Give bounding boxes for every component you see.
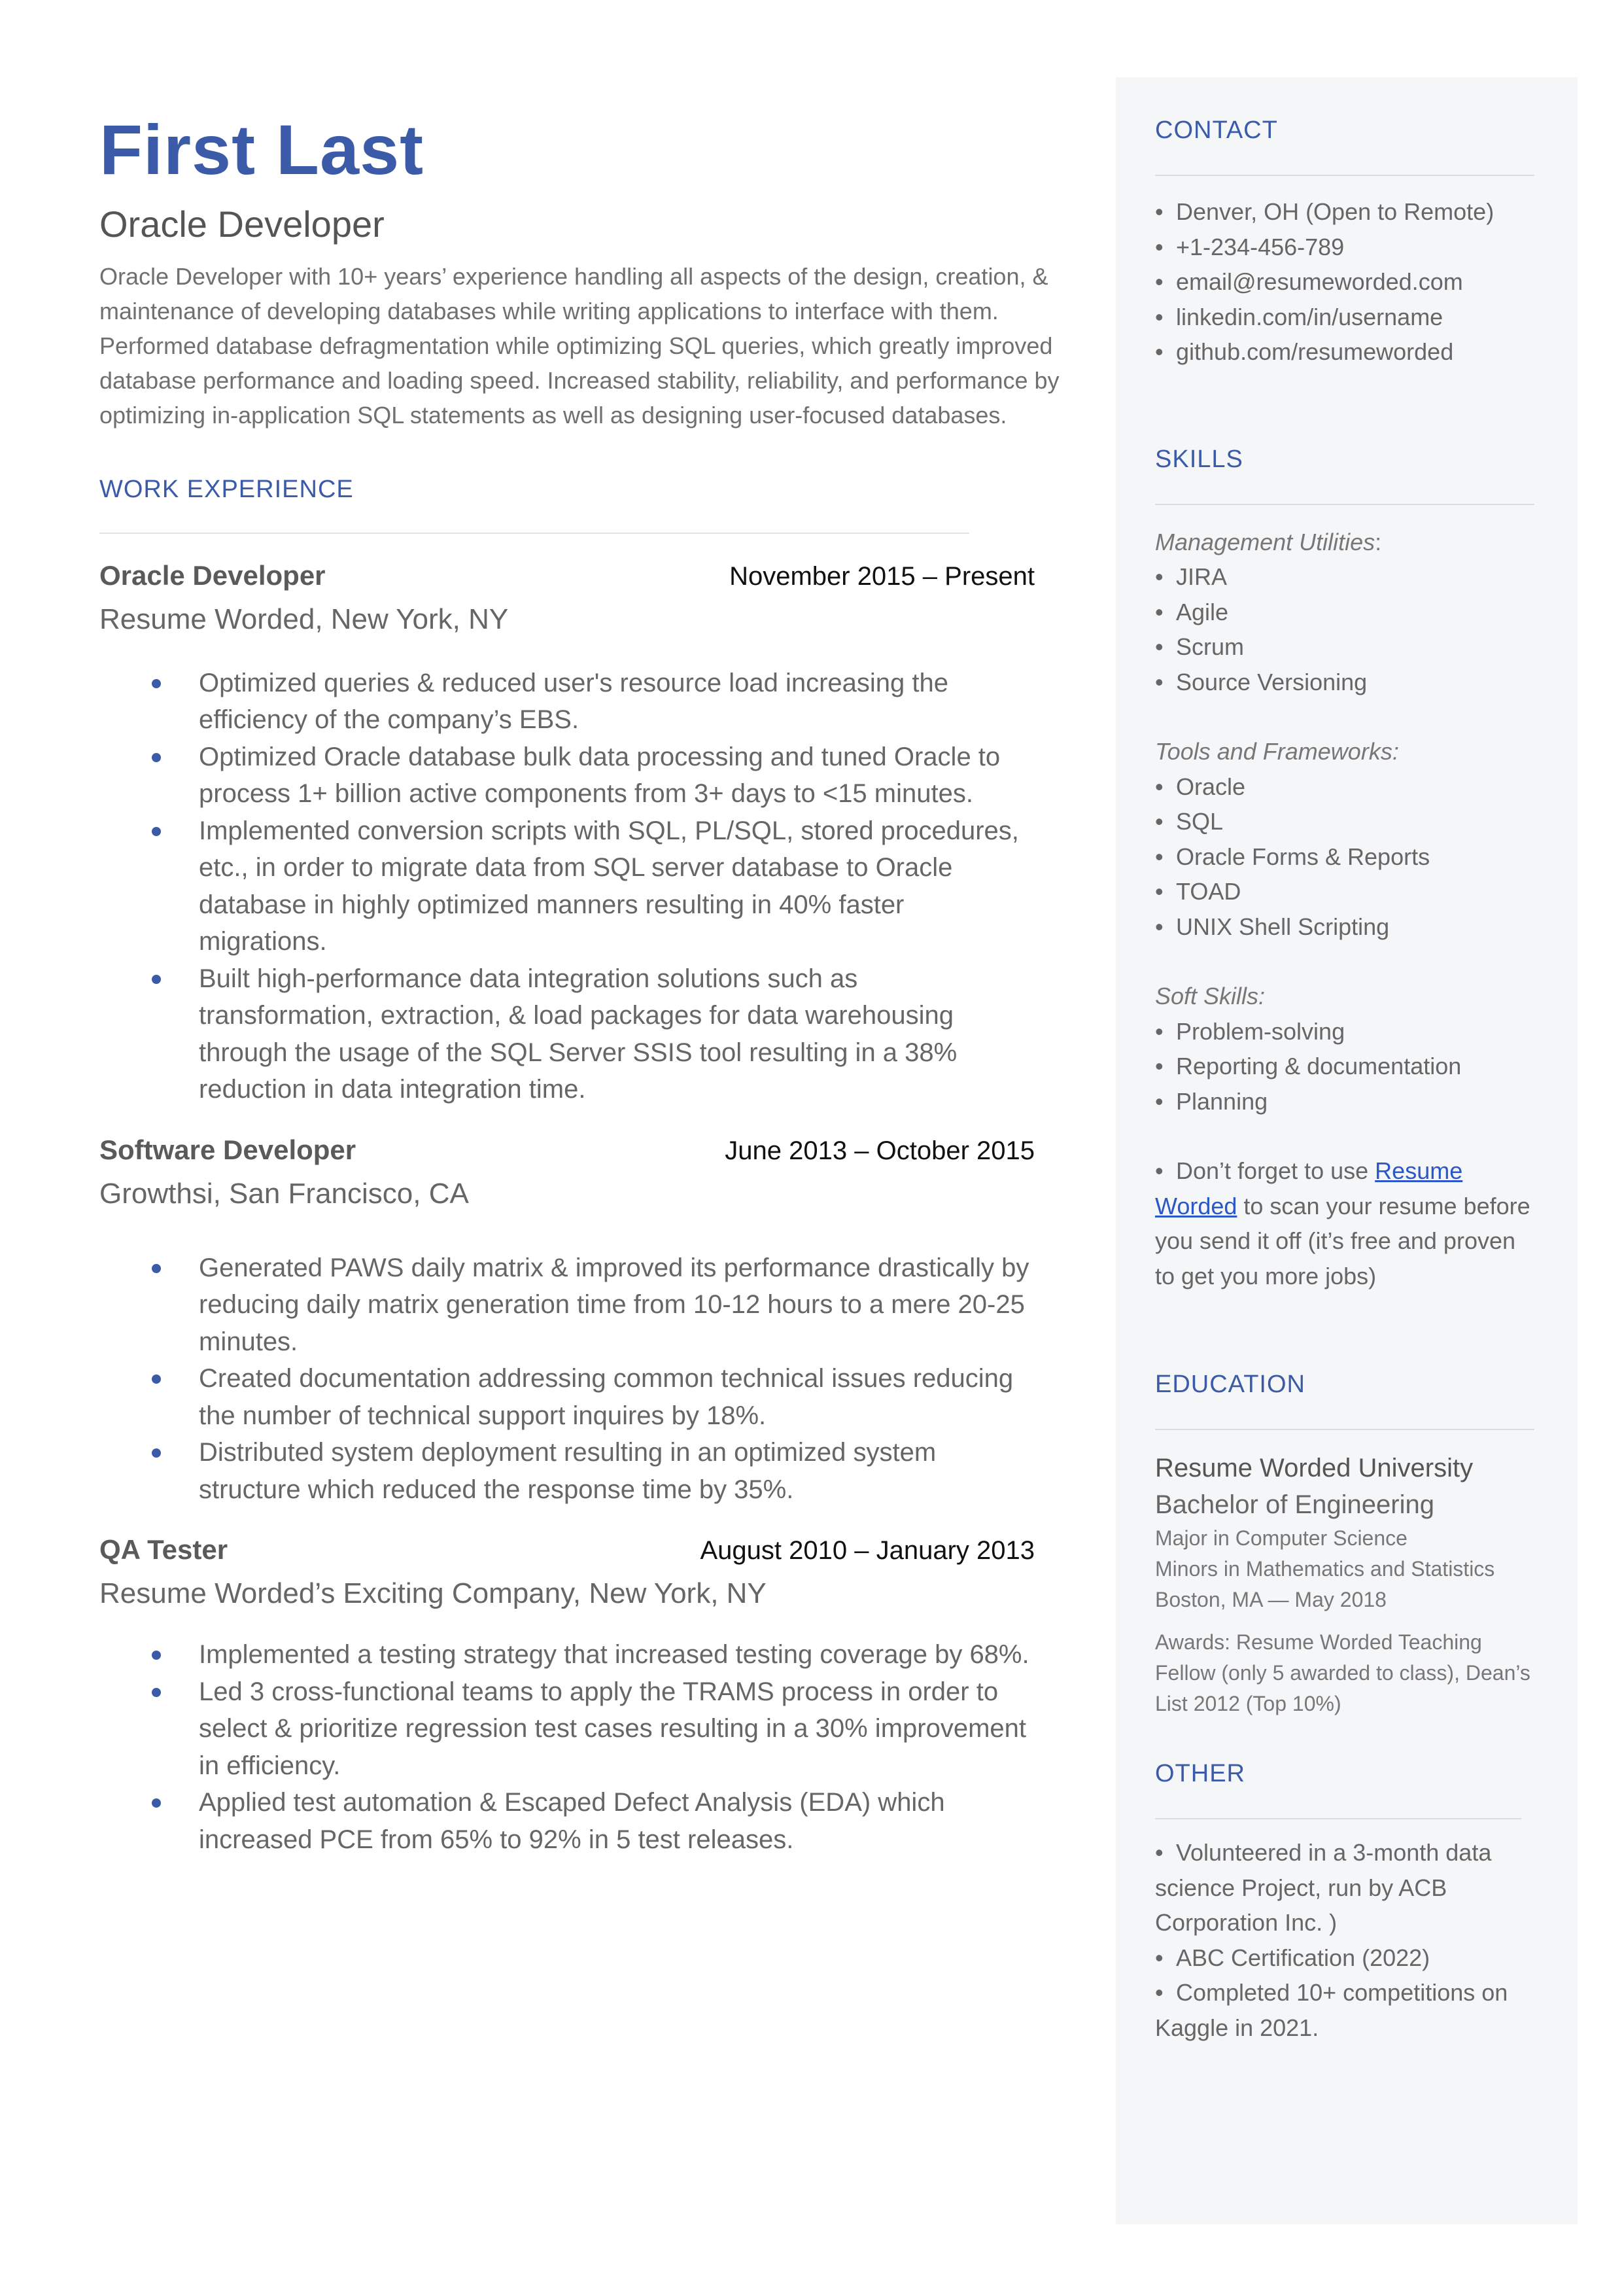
- bullet-text: Implemented a testing strategy that increased testing coverage by 68%.: [199, 1640, 1029, 1670]
- job-title: QA Tester: [99, 1534, 228, 1566]
- bullet-icon: •: [1155, 1944, 1164, 1971]
- job-entry: [99, 1134, 1067, 1509]
- bullet-icon: •: [1155, 668, 1164, 695]
- skill-item: • Oracle: [1155, 769, 1541, 805]
- bullet-text: Distributed system deployment resulting in an optimized system structure which reduced the response time by 35%.: [199, 1438, 937, 1504]
- divider: [99, 533, 969, 534]
- education-school: Resume Worded University: [1155, 1454, 1474, 1482]
- bullet-icon: •: [1155, 913, 1164, 940]
- other-item: • ABC Certification (2022): [1155, 1940, 1541, 1976]
- bullet-dot-icon: [152, 1375, 161, 1384]
- education-location-date: Boston, MA — May 2018: [1155, 1588, 1387, 1611]
- bullet-dot-icon: [152, 1688, 161, 1697]
- skill-item: • UNIX Shell Scripting: [1155, 909, 1541, 945]
- job-title: Software Developer: [99, 1134, 356, 1165]
- job-header: [99, 1134, 1035, 1166]
- bullet-item: [99, 665, 1036, 739]
- job-bullets: [99, 665, 1067, 1108]
- job-bullets: [99, 1636, 1067, 1858]
- skill-item: • SQL: [1155, 804, 1541, 839]
- bullet-dot-icon: [152, 753, 161, 762]
- bullet-icon: •: [1155, 1053, 1164, 1079]
- education-heading: EDUCATION: [1155, 1371, 1305, 1398]
- bullet-text: Optimized queries & reduced user's resource load increasing the efficiency of the company’s EBS.: [199, 668, 949, 735]
- contact-email[interactable]: • email@resumeworded.com: [1155, 264, 1541, 300]
- bullet-item: [99, 1360, 1036, 1434]
- bullet-icon: •: [1155, 338, 1164, 365]
- other-heading: OTHER: [1155, 1760, 1245, 1787]
- bullet-text: Implemented conversion scripts with SQL, PL/SQL, stored procedures, etc., in order to migrate data from SQL server database to Oracle database in highly optimized manners resulting in 40% faster migrations.: [199, 816, 1019, 956]
- bullet-icon: •: [1155, 633, 1164, 660]
- bullet-item: [99, 1673, 1036, 1785]
- bullet-dot-icon: [152, 1448, 161, 1458]
- skill-item: • Agile: [1155, 595, 1541, 630]
- bullet-icon: •: [1155, 843, 1164, 870]
- resume-worded-tip: • Don’t forget to use Resume Worded to scan your resume before you send it off (it’s free and proven to get you more jobs): [1155, 1153, 1541, 1293]
- summary: Oracle Developer with 10+ years’ experience handling all aspects of the design, creation, & maintenance of developing databases while writing applications to interface with them. Performed database defragmentation while optimizing SQL queries, which greatly improved database performance and loading speed. Increased stability, reliability, and performance by optimizing in-application SQL statements as well as designing user-focused databases.: [99, 262, 1060, 429]
- bullet-dot-icon: [152, 1264, 161, 1273]
- bullet-text: Generated PAWS daily matrix & improved its performance drastically by reducing daily matrix generation time from 10-12 hours to a mere 20-25 minutes.: [199, 1253, 1029, 1356]
- bullet-icon: •: [1155, 598, 1164, 625]
- job-header: [99, 560, 1035, 591]
- education-degree: Bachelor of Engineering: [1155, 1490, 1434, 1519]
- job-entry: [99, 1534, 1067, 1858]
- bullet-icon: •: [1155, 303, 1164, 330]
- bullet-text: Led 3 cross-functional teams to apply the TRAMS process in order to select & prioritize regression test cases resulting in a 30% improvement in efficiency.: [199, 1677, 1026, 1780]
- bullet-icon: •: [1155, 268, 1164, 295]
- bullet-text: Optimized Oracle database bulk data processing and tuned Oracle to process 1+ billion active components from 3+ days to <15 minutes.: [199, 742, 1001, 809]
- bullet-icon: •: [1155, 878, 1164, 905]
- bullet-dot-icon: [152, 1651, 161, 1660]
- skills-heading: SKILLS: [1155, 445, 1243, 473]
- skill-list: [1155, 1014, 1541, 1119]
- job-entry: [99, 560, 1067, 1108]
- bullet-icon: •: [1155, 808, 1164, 835]
- divider: [1155, 1429, 1534, 1430]
- bullet-item: [99, 1434, 1036, 1508]
- bullet-icon: •: [1155, 773, 1164, 800]
- contact-location: • Denver, OH (Open to Remote): [1155, 194, 1541, 230]
- contact-github[interactable]: • github.com/resumeworded: [1155, 334, 1541, 370]
- resume-worded-link[interactable]: Resume Worded: [1155, 1157, 1463, 1219]
- contact-linkedin[interactable]: • linkedin.com/in/username: [1155, 300, 1541, 335]
- bullet-icon: •: [1155, 1017, 1164, 1045]
- divider: [1155, 1818, 1521, 1819]
- bullet-icon: •: [1155, 563, 1164, 590]
- skill-item: • Scrum: [1155, 629, 1541, 665]
- sidebar-content: [1155, 116, 1541, 2045]
- education-major: Major in Computer Science: [1155, 1526, 1408, 1550]
- job-title: Oracle Developer: [99, 559, 326, 591]
- skill-list: [1155, 559, 1541, 699]
- skill-category: Soft Skills:: [1155, 983, 1266, 1009]
- divider: [1155, 504, 1534, 505]
- bullet-item: [99, 739, 1036, 813]
- bullet-icon: •: [1155, 1839, 1164, 1866]
- bullet-dot-icon: [152, 975, 161, 984]
- contact-phone[interactable]: • +1-234-456-789: [1155, 230, 1541, 265]
- other-list: [1155, 1835, 1541, 2045]
- contact-heading: CONTACT: [1155, 116, 1278, 144]
- education-minors: Minors in Mathematics and Statistics: [1155, 1557, 1495, 1581]
- job-dates: June 2013 – October 2015: [725, 1136, 1035, 1165]
- job-dates: November 2015 – Present: [729, 561, 1035, 591]
- skill-item: • Problem-solving: [1155, 1014, 1541, 1049]
- job-bullets: [99, 1250, 1067, 1509]
- divider: [1155, 175, 1534, 176]
- skill-item: • JIRA: [1155, 559, 1541, 595]
- main-column: [99, 111, 1067, 1858]
- work-experience-heading: WORK EXPERIENCE: [99, 475, 354, 503]
- skill-category: Management Utilities:: [1155, 528, 1382, 555]
- bullet-item: [99, 1250, 1036, 1361]
- bullet-icon: •: [1155, 198, 1164, 225]
- bullet-text: Built high-performance data integration solutions such as transformation, extraction, & load packages for data warehousing through the usage of the SQL Server SSIS tool resulting in a 38% reduction in data integration time.: [199, 964, 958, 1104]
- job-header: [99, 1534, 1035, 1566]
- skill-item: • TOAD: [1155, 874, 1541, 909]
- job-company: Resume Worded, New York, NY: [99, 603, 509, 635]
- bullet-item: [99, 960, 1036, 1108]
- job-dates: August 2010 – January 2013: [700, 1536, 1035, 1566]
- bullet-icon: •: [1155, 1157, 1164, 1184]
- sidebar: [1116, 77, 1578, 2224]
- bullet-icon: •: [1155, 233, 1164, 260]
- bullet-dot-icon: [152, 679, 161, 688]
- bullet-text: Created documentation addressing common technical issues reducing the number of technical support inquires by 18%.: [199, 1364, 1014, 1430]
- skill-item: • Source Versioning: [1155, 665, 1541, 700]
- skill-item: • Reporting & documentation: [1155, 1049, 1541, 1084]
- bullet-icon: •: [1155, 1087, 1164, 1115]
- job-company: Growthsi, San Francisco, CA: [99, 1177, 469, 1210]
- job-company: Resume Worded’s Exciting Company, New York, NY: [99, 1577, 767, 1610]
- bullet-item: [99, 813, 1036, 960]
- bullet-dot-icon: [152, 1798, 161, 1808]
- bullet-text: Applied test automation & Escaped Defect Analysis (EDA) which increased PCE from 65% to 92% in 5 test releases.: [199, 1788, 945, 1854]
- other-item: • Volunteered in a 3-month data science Project, run by ACB Corporation Inc. ): [1155, 1835, 1541, 1940]
- skill-item: • Oracle Forms & Reports: [1155, 839, 1541, 875]
- candidate-title: Oracle Developer: [99, 203, 385, 245]
- skill-list: [1155, 769, 1541, 945]
- skill-category: Tools and Frameworks:: [1155, 738, 1399, 765]
- bullet-item: [99, 1784, 1036, 1858]
- bullet-dot-icon: [152, 827, 161, 836]
- contact-list: [1155, 194, 1541, 370]
- bullet-item: [99, 1636, 1036, 1673]
- education-awards: Awards: Resume Worded Teaching Fellow (only 5 awarded to class), Dean’s List 2012 (Top 10%): [1155, 1630, 1530, 1715]
- other-item: • Completed 10+ competitions on Kaggle in 2021.: [1155, 1975, 1541, 2045]
- skill-item: • Planning: [1155, 1084, 1541, 1119]
- candidate-name: First Last: [99, 110, 424, 189]
- bullet-icon: •: [1155, 1979, 1164, 2006]
